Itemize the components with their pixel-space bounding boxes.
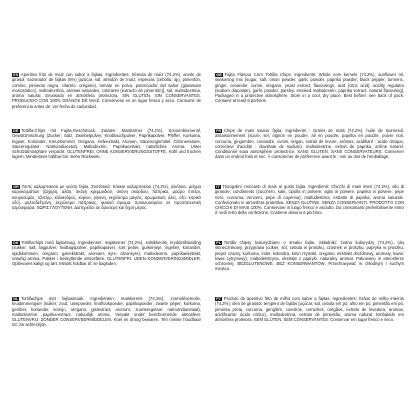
ingredients-text: Chips de maïs saveur fajita. Ingrédients : Grains de maïs (74,2%), huile de tournesol, assaisonnement (sucre, sel, oignon en poudre, ail en poudre, paprika en poudre, poivre noir, curcuma, gingembre, coriandre, cumin, origan, extrait de levure, arômes, acidifiant : acide citrique, correcteur d'acidité : diacétate de sodium), maltodextrine, extrait de paprika, arôme naturel. Conditionné sous atmosphère protectrice. SANS GLUTEN. SANS CONSERVATEURS. Conserver dans un endroit frais et sec. À consommer de préférence avant le : voir au dos de l'emballage. [215,128,404,160]
ingredients-text: Tortilla-Chips mit Fajita-Geschmack. Zutaten: Maiskörner (74,2%), Sonnenblumenöl, Gewürzmischung (Zucker, Salz, Zwiebelpulver, Knoblauchpulver, Paprikapulver, Pfeffer, Kurkuma, Ingwer, Koriander, Kreuzkümmel, Oregano, Hefeextrakt, Aromen, Säuerungsmittel: Citronensäure, Säureregulator: Natriumdiacetat), Maltodextrin, Paprikaextrakt, natürliches Aroma. Unter Schutzatmosphäre verpackt. GLUTENFREI. OHNE KONSERVIERUNGSSTOFFE. Kühl und trocken lagern. Mindestens haltbar bis: siehe Rückseite. [12,128,201,160]
language-code-badge: GR [13,184,19,189]
ingredients-text: Produto de aperitivo frito de milho com sabor a fajitas. Ingredientes: Grãos de milho inteiros (74,2%), óleo de girassol, tempero de fajitas (açúcar, sal, cebola em pó, alho em pó, pimentão em pó, pimenta preta, curcuma, gengibre, coentros, cominhos, orégãos, extrato de levedura, aromas, acidificante: ácido cítrico), maltodextrina, extrato de pimentão, aroma natural. Embalado em atmosfera protetora. SEM GLÚTEN. SEM CONSERVANTES. Conservar em lugar fresco e seco. [215,296,404,323]
language-block-es [12,72,202,128]
language-block-pt [214,296,404,352]
language-block-it [214,184,404,240]
language-code-badge: PT [216,296,221,301]
language-block-gb [214,72,404,128]
language-block-gr [12,184,202,240]
language-code-badge: DK [13,240,19,245]
ingredients-text: Aperitivo frito de maíz con sabor a fajitas. Ingredientes: Sémola de maíz (74,2%), aceite de girasol, sazonador de fajitas (6%) [azúcar, sal, almidón de maíz, especias (cebolla, ajo, pimentón, comino, pimienta negra, cilantro, orégano), tomate en polvo, potenciador del sabor (glutamato monosódico), maltodextrina, aromas naturales, colorante (extracto de pimentón)], sal, maltodextrina, aroma natural. Envasado en atmósfera protectora. SIN GLUTEN. SIN CONSERVANTES. PRODUCIDO CON 100% GRANOS DE MAÍZ. Consérvese en un lugar fresco y seco. Consumir de preferencia antes de: ver fecha de caducidad. [12,72,201,109]
language-code-badge: ES [13,72,19,77]
language-code-badge: PL [216,240,221,245]
ingredients-text: Τσιπς καλαμποκιού με γεύση fajita. Συστατικά: Κόκκοι καλαμποκιού (74,2%), ηλιέλαιο, μείγμα καρυκευμάτων (ζάχαρη, αλάτι, σκόνη κρεμμυδιού, σκόνη σκόρδου, πάπρικα, μαύρο πιπέρι, κουρκουμάς, τζίντζερ, κόλιανδρος, κύμινο, ρίγανη, εκχύλισμα μαγιάς, αρωματικές ύλες, οξύ: κιτρικό οξύ), μαλτοδεξτρίνη, εκχύλισμα πάπρικας, φυσικό άρωμα. Συσκευασμένο σε προστατευτική ατμόσφαιρα. ΧΩΡΙΣ ΓΛΟΥΤΕΝΗ. Διατηρείται σε δροσερό και ξηρό μέρος. [12,184,201,211]
ingredients-text: Triangolini croccanti di mais al gusto fajita. Ingredienti: Chicchi di mais interi (74,2%), olio di girasole, condimento (zucchero, sale, cipolla in polvere, aglio in polvere, paprika in polvere, pepe nero, curcuma, zenzero, pepe di cayenna), maltodestrina, estratto di paprika, aroma naturale. Confezionato in atmosfera protettiva. SENZA GLUTINE. SENZA CONSERVANTI. PRODOTTO CON CHICCHI DI MAIS 100%. Conservare in luogo fresco e asciutto. Da consumarsi preferibilmente entro il: vedi retro della confezione. Contiene almeno 6 porzioni. [215,184,404,216]
language-block-de [12,128,202,184]
language-block-dk [12,240,202,296]
ingredients-text: Tortillachips met fajitasmaak. Ingrediënten: maïskorrels (74,2%), zonnebloemolie, kruidenmengsel (suiker, zout, uienpoeder, knoflookpoeder, paprikapoeder, zwarte peper, kurkuma, gember, koriander, komijn, oregano, gistextract, aroma's, zuurteregelaar: natriumdiacetaat), maltodextrine, paprika-extract, natuurlijk aroma. Verpakt onder beschermende atmosfeer. GLUTENVRIJ. ZONDER CONSERVEERMIDDELEN. Koel en droog bewaren. Ten minste houdbaar tot: zie achterzijde. [12,296,201,328]
language-code-badge: GB [216,72,222,77]
ingredients-text: Tortillachips med fajitasmag. Ingredienser: majskerner (74,2%), solsikkeolie, krydderiblanding (sukker, salt, løgpulver, hvidløgspulver, paprikapulver, sort peber, gurkemeje, ingefær, koriander, spidskommen, oregano, gærekstrakt, aromaer, syre: citronsyre), maltodextrin, paprikaekstrakt, naturlig aroma. Pakket i beskyttende atmosfære. GLUTENFRI. UDEN KONSERVERINGSMIDLER. Opbevares køligt og tørt. Mindst holdbar til: se bagsiden. [12,240,201,267]
language-block-nl [12,296,202,352]
language-code-badge: FR [216,128,222,133]
language-code-badge: NL [13,296,19,301]
ingredients-text: Fajita Flavour Corn Tortilla Chips. Ingredients: Whole corn kernels (74,2%), sunflower oil, seasoning mix (sugar, salt, onion powder, garlic powder, paprika powder, black pepper, turmeric, ginger, coriander, cumin, oregano, yeast extract, flavourings, acid (citric acid), acidity regulator (sodium diacetate), garlic powder, parsley, smoked maltodextrin, paprika extract, natural flavouring]. Packaged in a protective atmosphere. Store in a cool, dry place. Best before: see back of pack. Contains at least 6 portions. [215,72,404,104]
language-block-pl [214,240,404,296]
ingredients-text: Tortilla chipsy kukurydziane o smaku fajita. Składniki: ziarna kukurydzy (74,2%), olej słonecznikowy, przyprawa (cukier, sól, cebula w proszku, czosnek w proszku, papryka w proszku, pieprz czarny, kurkuma, imbir, kolendra, kmin rzymski, oregano, ekstrakt drożdżowy, aromaty, kwas: kwas cytrynowy), maltodekstryna, ekstrakt z papryki, naturalny aromat. Pakowano w atmosferze ochronnej. BEZGLUTENOWE. BEZ KONSERWANTÓW. Przechowywać w chłodnym i suchym miejscu. [215,240,404,272]
language-code-badge: IT [216,184,220,189]
language-code-badge: DE [13,128,19,133]
language-block-fr [214,128,404,184]
